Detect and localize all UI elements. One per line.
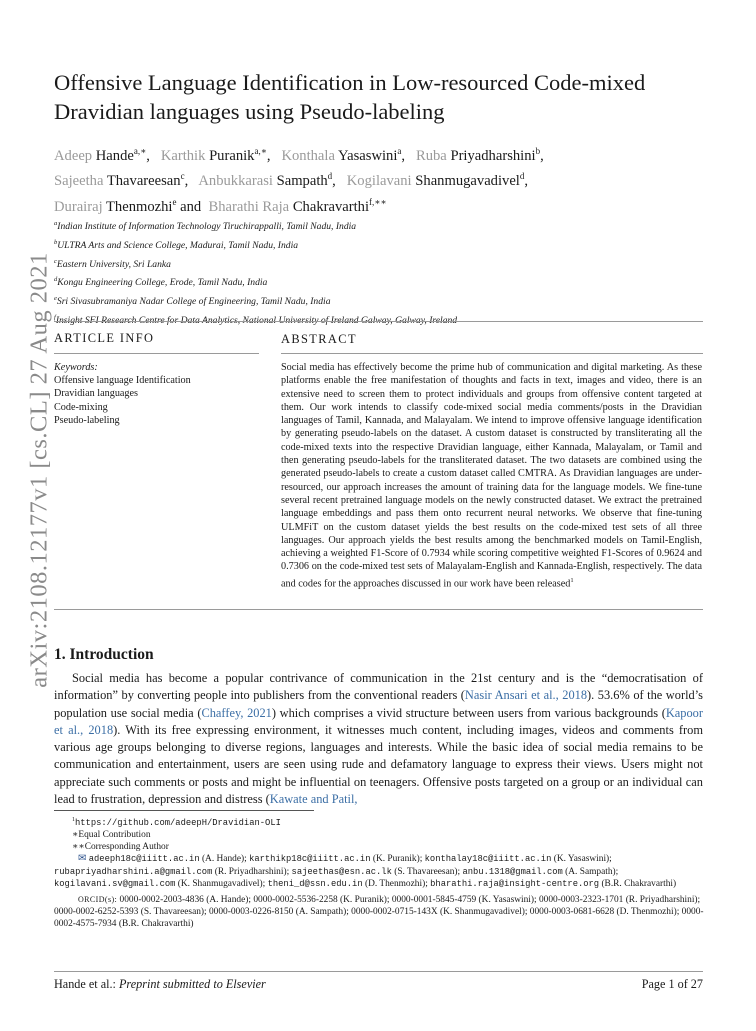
- email-list: ✉ adeeph18c@iiitt.ac.in (A. Hande); karthikp18c@iiitt.ac.in (K. Puranik); konthalay18c@iiitt.ac.in (K. Yasaswini); rubapriyadharshini.a@gmail.com (R. Priyadharshini); sajeethas@esn.ac.lk (S. Thavareesan); anbu.1318@gmail.com (A. Sampath); kogilavani.sv@gmail.com (K. Shanmugavadivel); theni_d@ssn.edu.in (D. Thenmozhi); bharathi.raja@insight-centre.org (B.R. Chakravarthi): [54, 853, 677, 889]
- affiliation: $^a$Indian Institute of Information Technology Tiruchirappalli, Tamil Nadu, India: [54, 220, 357, 233]
- github-link[interactable]: https://github.com/adeepH/Dravidian-OLI: [75, 818, 281, 829]
- author-list: Adeep Hande$^{a,∗}$, Karthik Puranik$^{a,∗}$, Konthala Yasaswini$^a$, Ruba Priyadharshini$^b$, Sajeetha Thavareesan$^c$, Anbukkarasi Sampath$^d$, Kogilavani Shanmugavadivel$^d$, Durairaj Thenmozhi$^e$ and Bharathi Raja Chakravarthi$^{f,∗∗}$: [54, 146, 544, 215]
- affiliation-list: [54, 216, 714, 329]
- email-link[interactable]: rubapriyadharshini.a@gmail.com: [54, 866, 213, 877]
- keyword: Offensive language Identification: [54, 375, 191, 387]
- footnotes: [54, 814, 714, 930]
- equal-contribution-note: ∗Equal Contribution: [72, 830, 151, 841]
- running-footer: Hande et al.: Preprint submitted to Elsevier: [54, 977, 266, 991]
- citation-link[interactable]: Kapoor et al., 2018: [54, 705, 703, 737]
- orcid-list: ORCID(s): 0000-0002-2003-4836 (A. Hande); 0000-0002-5536-2258 (K. Puranik); 0000-0001-5845-4759 (K. Yasaswini); 0000-0003-2323-1701 (R. Priyadharshini); 0000-0002-6252-5393 (S. Thavareesan); 0000-0003-0226-8150 (A. Sampath); 0000-0002-0715-143X (K. Shanmugavadivel); 0000-0003-0681-6628 (D. Thenmozhi); 0000-0002-4575-7934 (B.R. Chakravarthi): [54, 894, 704, 929]
- author-conjunction: and: [180, 198, 202, 215]
- article-info-heading: ARTICLE INFO: [54, 331, 155, 345]
- author: Sajeetha Thavareesan$^c$: [54, 171, 185, 190]
- email-link[interactable]: sajeethas@esn.ac.lk: [291, 866, 392, 877]
- paper-title: Offensive Language Identification in Low-resourced Code-mixed Dravidian languages using Pseudo-labeling: [54, 70, 646, 124]
- keywords-block: [54, 361, 259, 427]
- keywords-label: Keywords:: [54, 362, 98, 373]
- affiliation: $^b$ULTRA Arts and Science College, Madurai, Tamil Nadu, India: [54, 238, 299, 251]
- author: Durairaj Thenmozhi$^e$: [54, 196, 177, 215]
- author: Bharathi Raja Chakravarthi$^{f,∗∗}$: [208, 196, 387, 215]
- corresponding-author-note: ∗∗Corresponding Author: [72, 842, 169, 853]
- affiliation: $^c$Eastern University, Sri Lanka: [54, 257, 171, 270]
- footnote-url: $^1$https://github.com/adeepH/Dravidian-OLI: [72, 817, 281, 829]
- author: Karthik Puranik$^{a,∗}$: [160, 146, 267, 164]
- abstract-end-rule: [54, 609, 703, 610]
- email-link[interactable]: konthalay18c@iiitt.ac.in: [424, 854, 552, 865]
- abstract-rule: [281, 353, 703, 354]
- email-link[interactable]: adeeph18c@iiitt.ac.in: [88, 854, 200, 865]
- affiliation: $^d$Kongu Engineering College, Erode, Tamil Nadu, India: [54, 276, 268, 289]
- page-number: Page 1 of 27: [641, 977, 703, 991]
- citation-link[interactable]: Chaffey, 2021: [201, 705, 272, 720]
- footnote-ref[interactable]: 1: [570, 576, 574, 584]
- author: Adeep Hande$^{a,∗}$: [54, 146, 147, 164]
- author: Anbukkarasi Sampath$^d$: [198, 171, 333, 190]
- section-divider: [54, 321, 703, 322]
- email-link[interactable]: karthikp18c@iiitt.ac.in: [249, 854, 371, 865]
- email-link[interactable]: bharathi.raja@insight-centre.org: [430, 878, 600, 889]
- email-link[interactable]: theni_d@ssn.edu.in: [267, 878, 363, 889]
- citation-link[interactable]: Nasir Ansari et al., 2018: [464, 688, 588, 703]
- article-info-rule: [54, 353, 259, 354]
- arxiv-id: arXiv:2108.12177v1 [cs.CL] 27 Aug 2021: [26, 252, 53, 688]
- footer-divider: [54, 971, 703, 972]
- footnote-divider: [54, 810, 314, 811]
- author: Kogilavani Shanmugavadivel$^d$: [346, 171, 525, 190]
- citation-link[interactable]: Kawate and Patil,: [269, 792, 358, 807]
- abstract-text: Social media has effectively become the prime hub of communication and digital marketing. As these platforms enable the free manifestation of thoughts and facts in text, images and video, there is an extensive need to screen them to protect individuals and groups from offensive content targeted at them. Our work intends to classify code-mixed social media comments/posts in the Dravidian languages of Tamil, Kannada, and Malayalam. We intend to improve offensive language identification by generating pseudo-labels on the dataset. A custom dataset is constructed by transliterating all the code-mixed texts into the respective Dravidian language, either Kannada, Malayalam, or Tamil and then generating pseudo-labels for the transliterated dataset. The two datasets are combined using the generated pseudo-labels to create a custom dataset called CMTRA. As Dravidian languages are under-resourced, our approach increases the amount of training data for the language models. We fine-tune several recent pretrained language models on the newly constructed dataset. We extract the pretrained language embeddings and pass them onto recurrent neural networks. We observe that fine-tuning ULMFiT on the custom dataset yields the best results on the code-mixed test sets of all three languages. Our approach yields the best results among the benchmarked models on Tamil-English, achieving a weighted F1-Score of 0.7934 while scoring competitive weighted F1-Scores of 0.9624 and 0.7306 on the code-mixed test sets of Malayalam-English and Kannada-English, respectively. The data and codes for the approaches discussed in our work have been released$^1$: [281, 362, 702, 590]
- abstract-heading: ABSTRACT: [281, 332, 357, 346]
- author: Ruba Priyadharshini$^b$: [415, 146, 541, 164]
- affiliation: $^e$Sri Sivasubramaniya Nadar College of Engineering, Tamil Nadu, India: [54, 295, 331, 308]
- orcid-label: ORCID(s):: [78, 894, 118, 904]
- author: Konthala Yasaswini$^a$: [281, 146, 402, 164]
- keyword: Code-mixing: [54, 401, 108, 413]
- section-heading-introduction: 1. Introduction: [54, 646, 154, 663]
- email-link[interactable]: kogilavani.sv@gmail.com: [54, 878, 176, 889]
- keyword: Dravidian languages: [54, 388, 139, 400]
- email-link[interactable]: anbu.1318@gmail.com: [462, 866, 563, 877]
- introduction-paragraph: Social media has become a popular contrivance of communication in the 21st century and is the “democratisation of information” by converting people into publishers from the conventional readers (Nasir Ansari et al., 2018). 53.6% of the world’s population use social media (Chaffey, 2021) which comprises a vivid structure between users from various backgrounds (Kapoor et al., 2018). With its free expressing environment, it witnesses much content, including images, videos and comments from various age groups belonging to diverse regions, languages and interests. While the basic idea of social media remains to be communication and entertainment, users are seen using rude and defamatory language to express their views. Users might not appreciate such comments or posts and might be influential on teenagers. Offensive posts targeted on a group or an individual can lead to frustration, depression and distress (Kawate and Patil,: [54, 671, 703, 807]
- envelope-icon: ✉: [78, 853, 87, 865]
- keyword: Pseudo-labeling: [54, 414, 120, 426]
- affiliation: $^f$Insight SFI Research Centre for Data Analytics, National University of Ireland Galway, Galway, Ireland: [54, 313, 458, 327]
